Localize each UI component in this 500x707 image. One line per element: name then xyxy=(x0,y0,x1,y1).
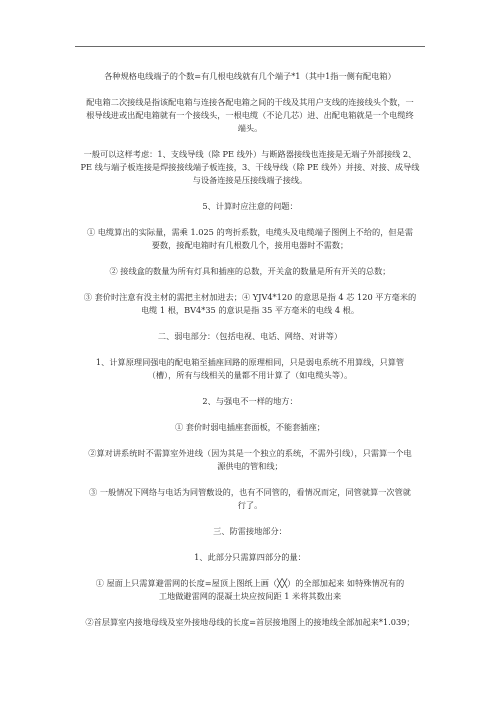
text-line: 1、此部分只需算四部分的量： xyxy=(194,552,306,562)
paragraph-note-3 xyxy=(72,291,428,317)
paragraph-difference-2 xyxy=(72,447,428,473)
text-line: ③ 套价时注意有没主材的需把主材加进去；④ YJV4*120 的意思是指 4 芯 120 平方毫米的 xyxy=(83,292,417,302)
text-line: 电缆 1 根，BV4*35 的意识是指 35 平方毫米的电线 4 根。 xyxy=(140,305,360,315)
text-line: ②算对讲系统时不需算室外进线（因为其是一个独立的系统，不需外引线），只需算一个电 xyxy=(88,448,412,458)
text-line: ① 套价时弱电插座套面板，不能套插座； xyxy=(175,422,325,432)
heading-differences xyxy=(72,395,428,408)
paragraph-difference-1 xyxy=(72,421,428,434)
heading-four-parts xyxy=(72,551,428,564)
paragraph-terminal-count xyxy=(72,70,428,83)
text-line: ② 接线盒的数量为所有灯具和插座的总数，开关盒的数量是所有开关的总数； xyxy=(109,266,391,276)
paragraph-weak-current-principle xyxy=(72,356,428,382)
text-line: （槽），所有与线相关的量都不用计算了（如电缆头等）。 xyxy=(147,370,353,380)
heading-calculation-notes xyxy=(72,200,428,213)
paragraph-note-2 xyxy=(72,265,428,278)
paragraph-note-1 xyxy=(72,226,428,252)
text-line: 二、弱电部分：（包括电视、电话、网络、对讲等） xyxy=(157,331,343,341)
text-line: 一般可以这样考虑：1、支线导线（除 PE 线外）与断路器接线也连接是无端子外部接线 2、 xyxy=(83,149,417,159)
text-line: 与设备连接是压接线端子接线。 xyxy=(192,175,308,185)
text-line: 工地做避雷网的混凝土块应按间距 1 米将其数出来 xyxy=(158,591,342,601)
text-line: PE 线与端子板连接是焊接接线端子板连接，3、干线导线（除 PE 线外）并接、对接、成导线 xyxy=(80,162,420,172)
paragraph-difference-3 xyxy=(72,486,428,512)
text-line: 配电箱二次接线是指该配电箱与连接各配电箱之间的干线及其用户支线的连接线头个数，一 xyxy=(86,97,414,107)
text-line: ① 屋面上只需算避雷网的长度=屋顶上图纸上画（╳╳）的全部加起来 如特殊情况有的 xyxy=(95,578,405,588)
paragraph-ground-bus xyxy=(72,616,428,629)
text-line: 三、防雷接地部分： xyxy=(213,526,287,536)
paragraph-general-considerations xyxy=(72,148,428,187)
paragraph-roof-lightning-net xyxy=(72,577,428,603)
text-line: 行了。 xyxy=(237,500,263,510)
text-line: 要数，接配电箱时有几根数几个，接用电器时不需数； xyxy=(151,240,349,250)
header-rule xyxy=(75,46,425,47)
text-line: 1、计算原理同强电的配电箱至插座回路的原理相同，只是弱电系统不用算线，只算管 xyxy=(95,357,405,367)
text-line: ③ 一般情况下网络与电话为同管敷设的，也有不同管的，看情况而定，同管就算一次管就 xyxy=(89,487,411,497)
text-line: 根导线进或出配电箱就有一个接线头，一根电缆（不论几芯）进、出配电箱就是一个电缆终 xyxy=(86,110,414,120)
heading-lightning-grounding xyxy=(72,525,428,538)
text-line: ②首层算室内接地母线及室外接地母线的长度=首层接地图上的接地线全部加起来*1.039； xyxy=(85,617,415,627)
text-line: ① 电缆算出的实际量，需乘 1.025 的弯折系数，电缆头及电缆端子图例上不给的，但是需 xyxy=(87,227,413,237)
paragraph-secondary-wiring xyxy=(72,96,428,135)
text-line: 源供电的管和线； xyxy=(217,461,283,471)
document-body xyxy=(72,70,428,629)
heading-weak-current xyxy=(72,330,428,343)
text-line: 端头。 xyxy=(237,123,263,133)
text-line: 各种规格电线端子的个数=有几根电线就有几个端子*1（其中1指一侧有配电箱） xyxy=(104,71,396,81)
text-line: 5、计算时应注意的问题： xyxy=(202,201,298,211)
text-line: 2、与强电不一样的地方： xyxy=(202,396,298,406)
